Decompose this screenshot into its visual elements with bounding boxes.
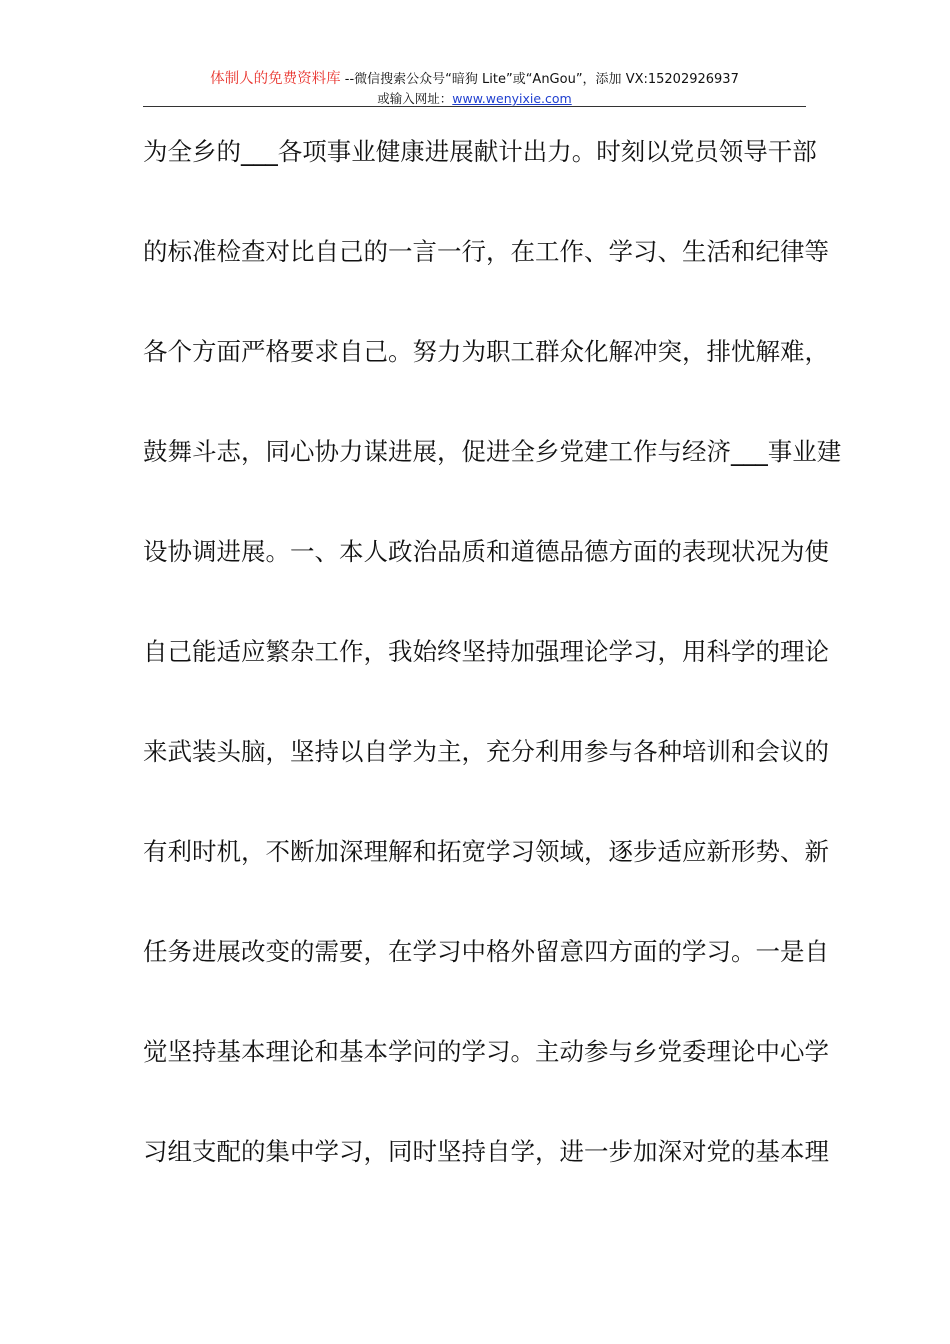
header-url-line [143,91,806,107]
header-banner [143,68,806,91]
body-line: 任务进展改变的需要，在学习中格外留意四方面的学习。一是自 [143,937,829,966]
body-line: 来武装头脑，坚持以自学为主，充分利用参与各种培训和会议的 [143,737,829,766]
header-note: --微信搜索公众号“暗狗 Lite”或“AnGou”，添加 VX:15202926937 [340,72,739,87]
body-line: 觉坚持基本理论和基本学问的学习。主动参与乡党委理论中心学 [143,1037,829,1066]
brand-title: 体制人的免费资料库 [210,71,341,87]
body-line: 习组支配的集中学习，同时坚持自学，进一步加深对党的基本理 [143,1137,829,1166]
body-line: 自己能适应繁杂工作，我始终坚持加强理论学习，用科学的理论 [143,637,829,666]
body-line: 鼓舞斗志，同心协力谋进展，促进全乡党建工作与经济___事业建 [143,437,842,466]
url-prefix: 或输入网址： [377,91,453,106]
document-body [143,127,842,1227]
body-line: 有利时机，不断加深理解和拓宽学习领域，逐步适应新形势、新 [143,837,829,866]
body-line: 各个方面严格要求自己。努力为职工群众化解冲突，排忧解难， [143,337,829,366]
website-link[interactable]: www.wenyixie.com [452,91,572,106]
body-line: 设协调进展。一、本人政治品质和道德品德方面的表现状况为使 [143,537,829,566]
body-line: 的标准检查对比自己的一言一行，在工作、学习、生活和纪律等 [143,237,829,266]
page-header [143,68,806,107]
header-divider [143,106,806,107]
body-line: 为全乡的___各项事业健康进展献计出力。时刻以党员领导干部 [143,137,817,166]
